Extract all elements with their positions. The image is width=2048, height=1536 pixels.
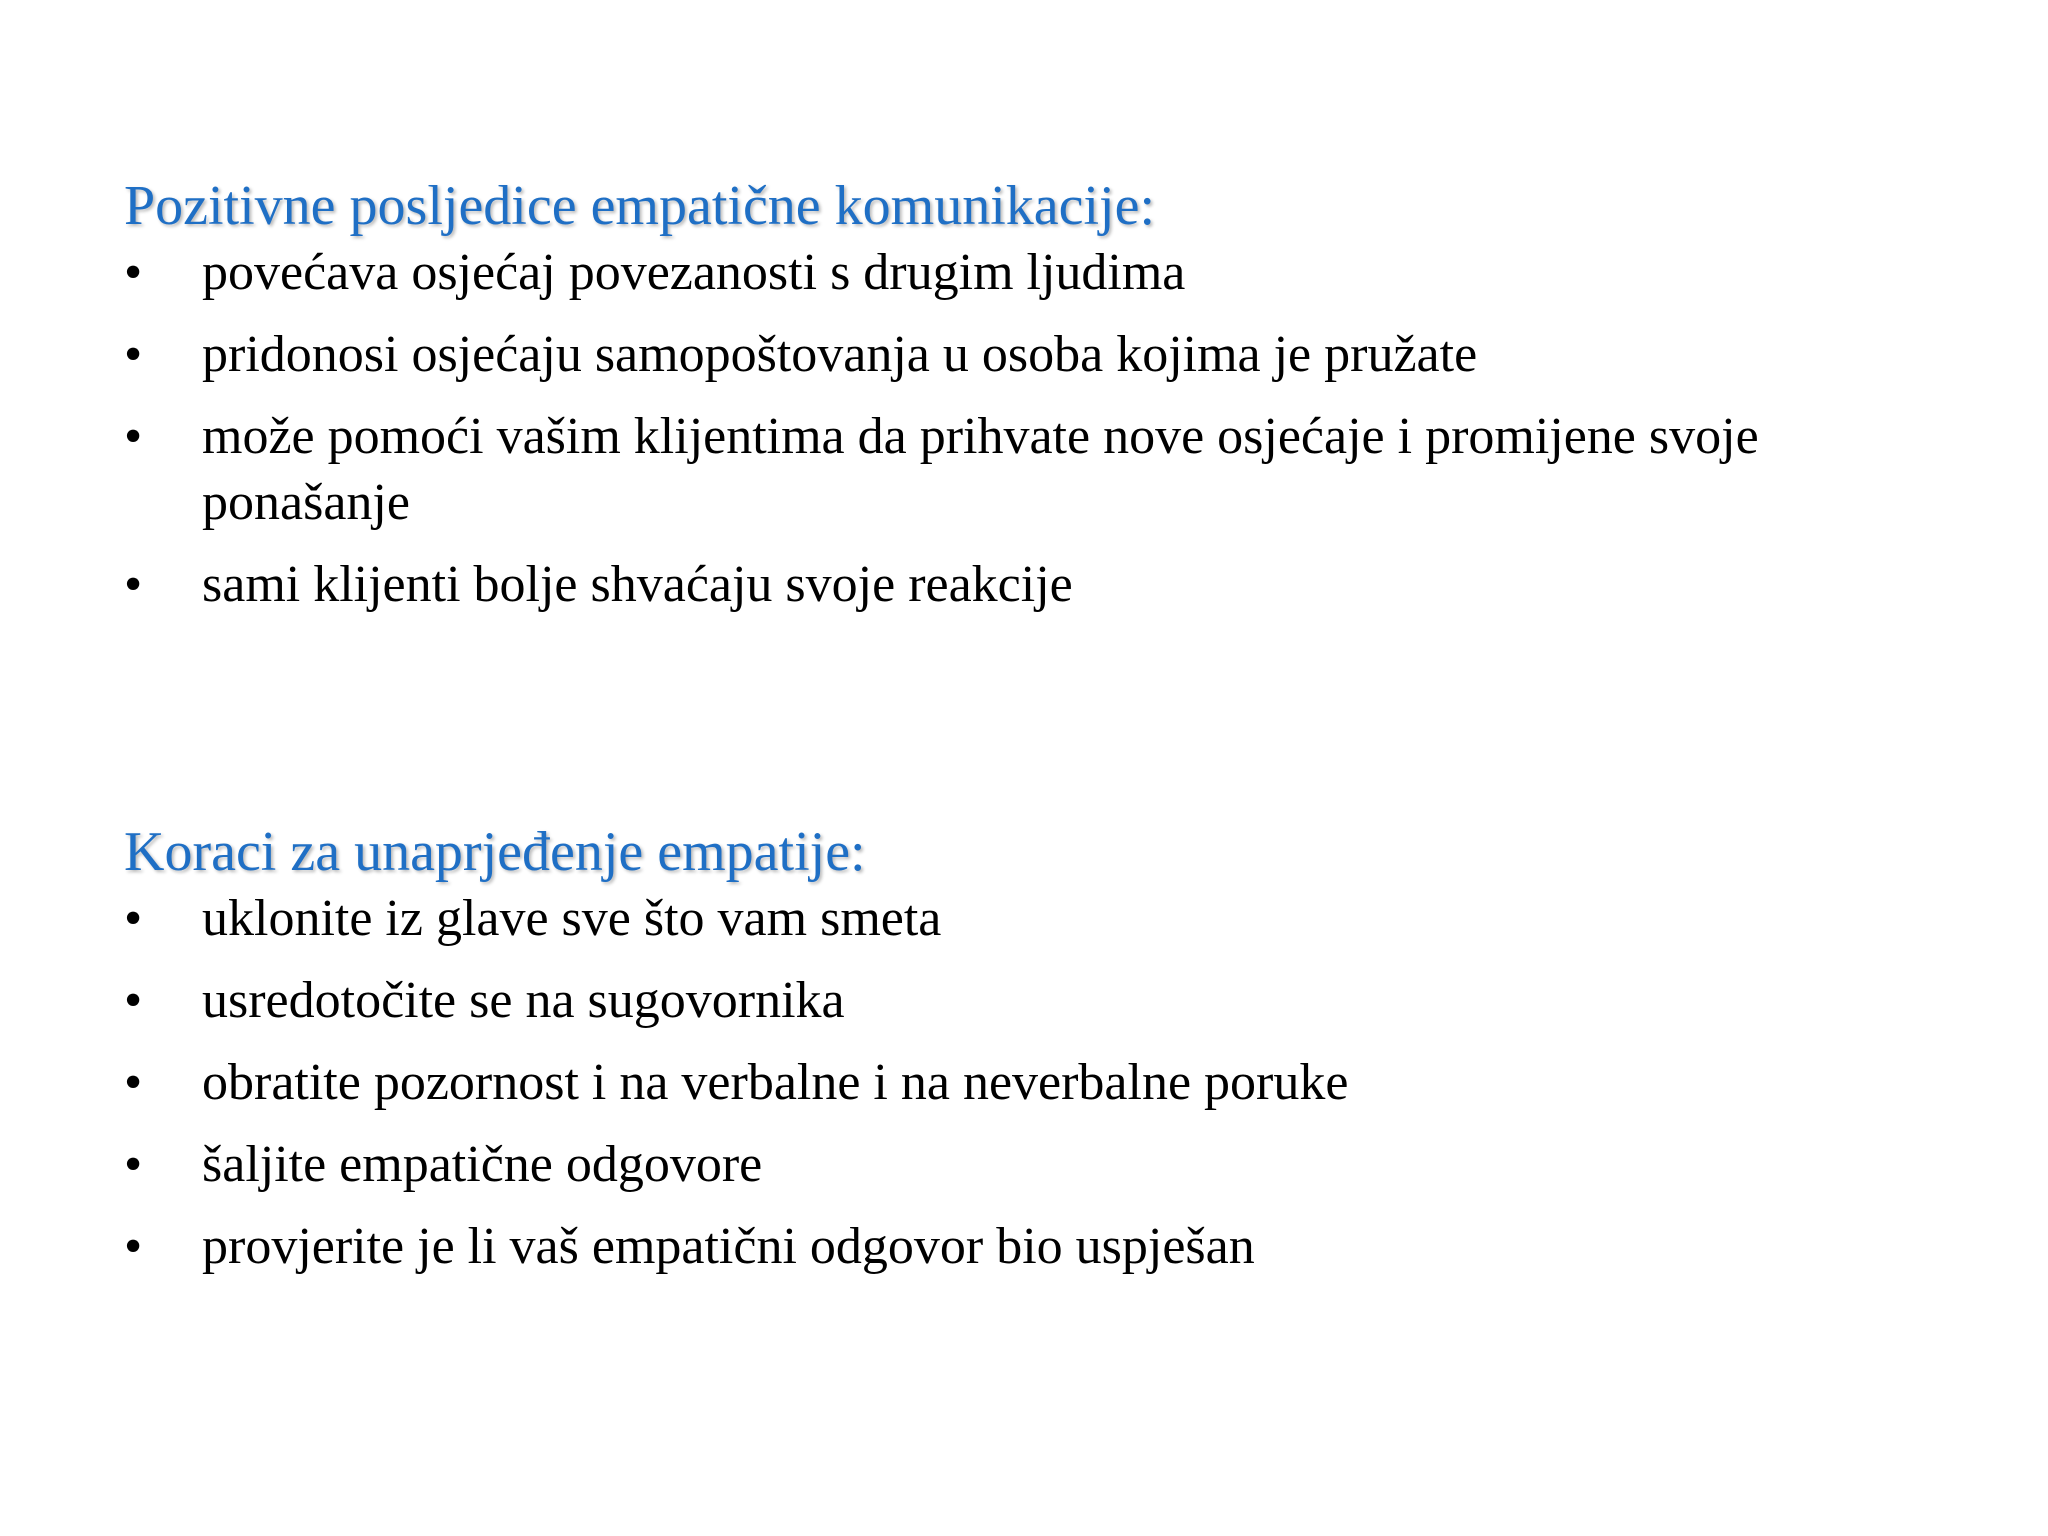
list-item (124, 1050, 1944, 1116)
list-item (124, 240, 1944, 306)
list-item-text: može pomoći vašim klijentima da prihvate nove osjećaje i promijene svoje ponašanje (202, 408, 1759, 531)
bullet-icon: • (124, 244, 143, 301)
list-item (124, 404, 1944, 536)
list-item (124, 1132, 1944, 1198)
list-item-text: uklonite iz glave sve što vam smeta (202, 890, 942, 947)
bullet-icon: • (124, 408, 143, 465)
bullet-icon: • (124, 972, 143, 1029)
bullet-icon: • (124, 1136, 143, 1193)
list-item-text: šaljite empatične odgovore (202, 1136, 763, 1193)
list-item-text: povećava osjećaj povezanosti s drugim ljudima (202, 244, 1186, 301)
bullet-list (124, 240, 1944, 618)
section-improvement-steps (124, 818, 1944, 1280)
bullet-icon: • (124, 890, 143, 947)
list-item-text: usredotočite se na sugovornika (202, 972, 845, 1029)
list-item (124, 968, 1944, 1034)
bullet-icon: • (124, 1218, 143, 1275)
list-item (124, 552, 1944, 618)
section-heading: Pozitivne posljedice empatične komunikacije: (124, 175, 1156, 237)
list-item-text: obratite pozornost i na verbalne i na neverbalne poruke (202, 1054, 1349, 1111)
list-item-text: pridonosi osjećaju samopoštovanja u osoba kojima je pružate (202, 326, 1478, 383)
bullet-icon: • (124, 326, 143, 383)
bullet-list (124, 886, 1944, 1280)
list-item (124, 322, 1944, 388)
list-item-text: provjerite je li vaš empatični odgovor bio uspješan (202, 1218, 1255, 1275)
list-item (124, 1214, 1944, 1280)
list-item-text: sami klijenti bolje shvaćaju svoje reakcije (202, 556, 1073, 613)
bullet-icon: • (124, 556, 143, 613)
bullet-icon: • (124, 1054, 143, 1111)
list-item (124, 886, 1944, 952)
section-positive-consequences (124, 172, 1944, 618)
section-heading: Koraci za unaprjeđenje empatije: (124, 821, 866, 883)
